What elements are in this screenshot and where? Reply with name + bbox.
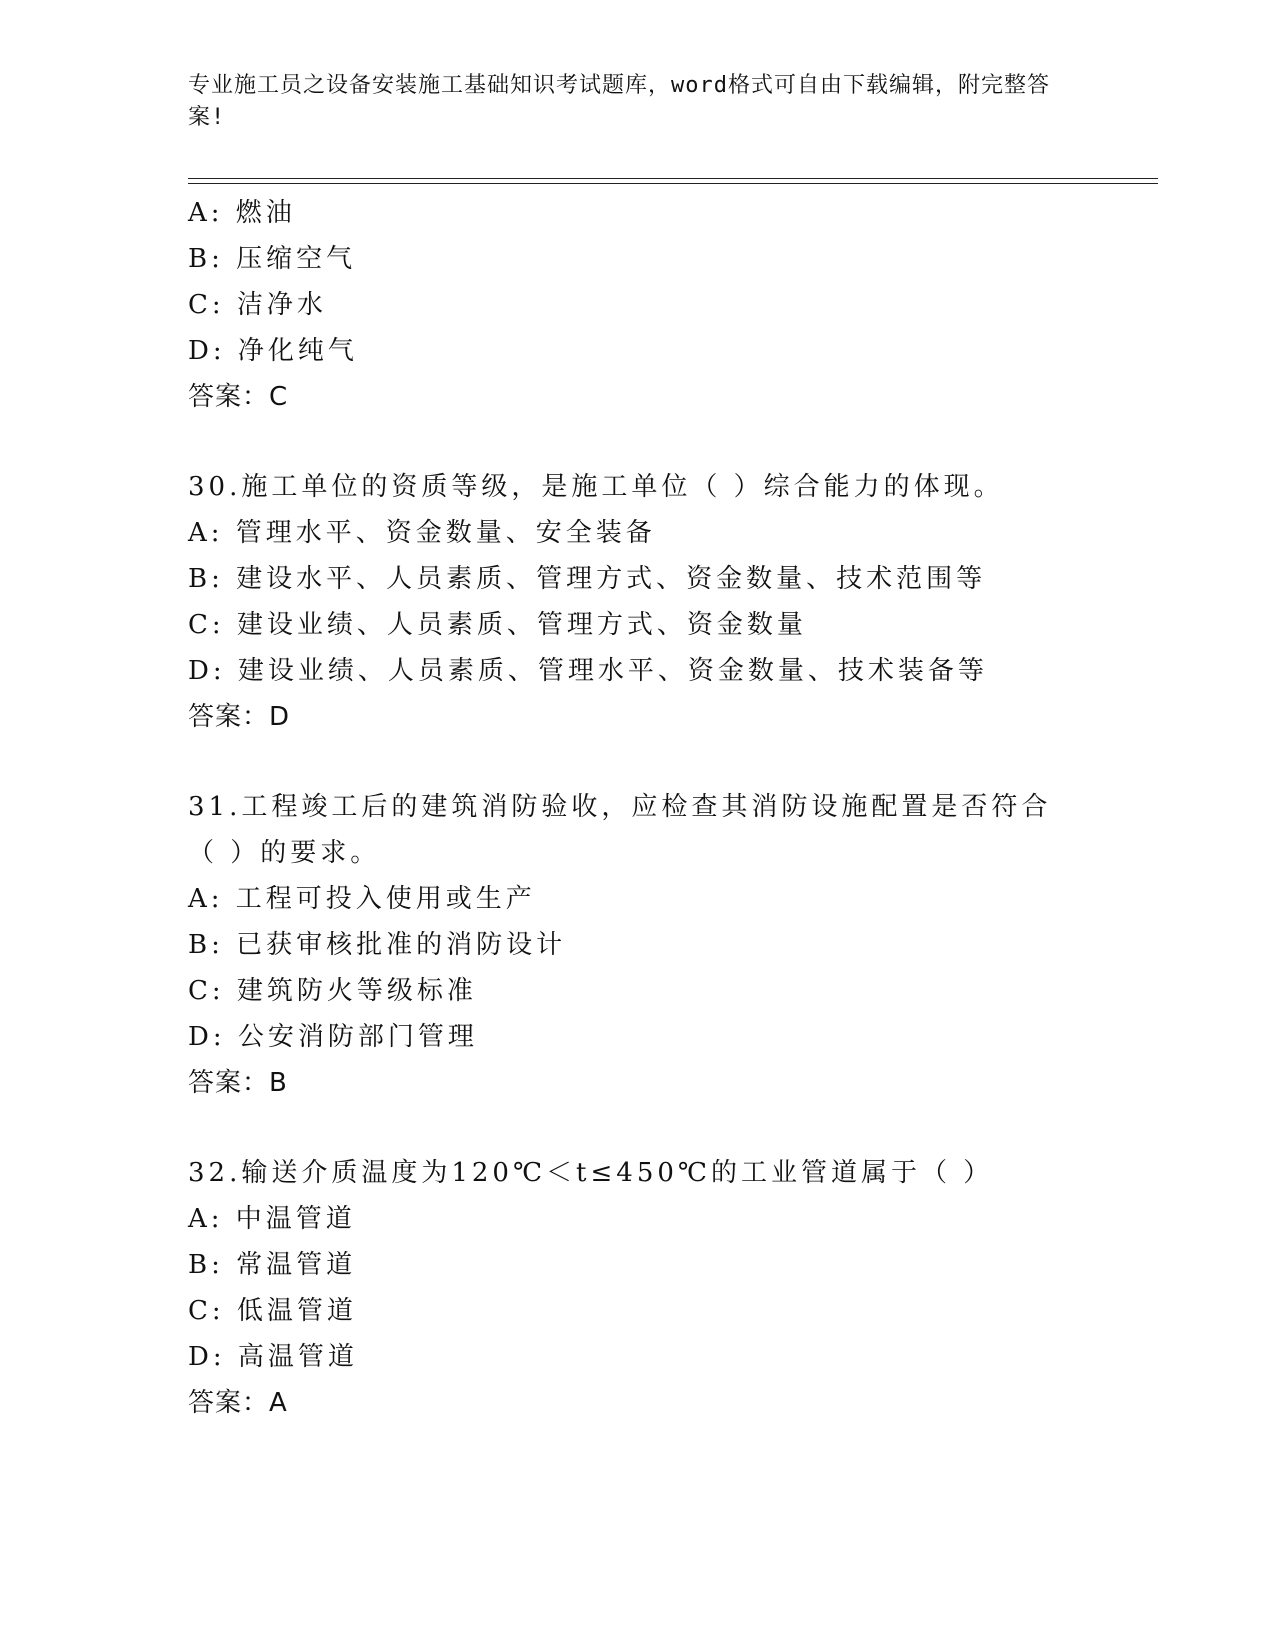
- answer-text: 答案：D: [188, 702, 291, 732]
- header-divider-bottom: [188, 183, 1158, 184]
- option-d: D: 净化纯气: [188, 336, 358, 366]
- option-b: B: 压缩空气: [188, 244, 357, 274]
- question-text: 32.输送介质温度为120℃＜t≤450℃的工业管道属于（ ）: [188, 1158, 994, 1188]
- question-block-31: [188, 784, 1148, 1106]
- option-c: C: 建筑防火等级标准: [188, 976, 477, 1006]
- answer-text: 答案：B: [188, 1068, 288, 1098]
- spacer: [188, 1106, 1148, 1150]
- question-text: 31.工程竣工后的建筑消防验收，应检查其消防设施配置是否符合（ ）的要求。: [188, 792, 1052, 868]
- option-c: C: 洁净水: [188, 290, 327, 320]
- answer-text: 答案：C: [188, 382, 289, 412]
- document-header: 专业施工员之设备安装施工基础知识考试题库，word格式可自由下载编辑，附完整答案!: [188, 73, 1050, 130]
- spacer: [188, 420, 1148, 464]
- answer-text: 答案：A: [188, 1388, 288, 1418]
- option-c: C: 低温管道: [188, 1296, 357, 1326]
- option-d: D: 公安消防部门管理: [188, 1022, 478, 1052]
- option-a: A: 管理水平、资金数量、安全装备: [188, 518, 656, 548]
- header-divider-top: [188, 178, 1158, 179]
- option-d: D: 建设业绩、人员素质、管理水平、资金数量、技术装备等: [188, 656, 988, 686]
- question-block-30: [188, 464, 1148, 740]
- option-b: B: 建设水平、人员素质、管理方式、资金数量、技术范围等: [188, 564, 987, 594]
- option-c: C: 建设业绩、人员素质、管理方式、资金数量: [188, 610, 807, 640]
- option-b: B: 已获审核批准的消防设计: [188, 930, 567, 960]
- question-block-32: [188, 1150, 1148, 1426]
- question-text: 30.施工单位的资质等级，是施工单位（ ）综合能力的体现。: [188, 472, 1004, 502]
- spacer: [188, 740, 1148, 784]
- question-block-29: [188, 190, 1148, 420]
- option-a: A: 中温管道: [188, 1204, 356, 1234]
- option-b: B: 常温管道: [188, 1250, 357, 1280]
- option-a: A: 燃油: [188, 198, 296, 228]
- option-a: A: 工程可投入使用或生产: [188, 884, 536, 914]
- option-d: D: 高温管道: [188, 1342, 358, 1372]
- question-content: [188, 190, 1148, 1426]
